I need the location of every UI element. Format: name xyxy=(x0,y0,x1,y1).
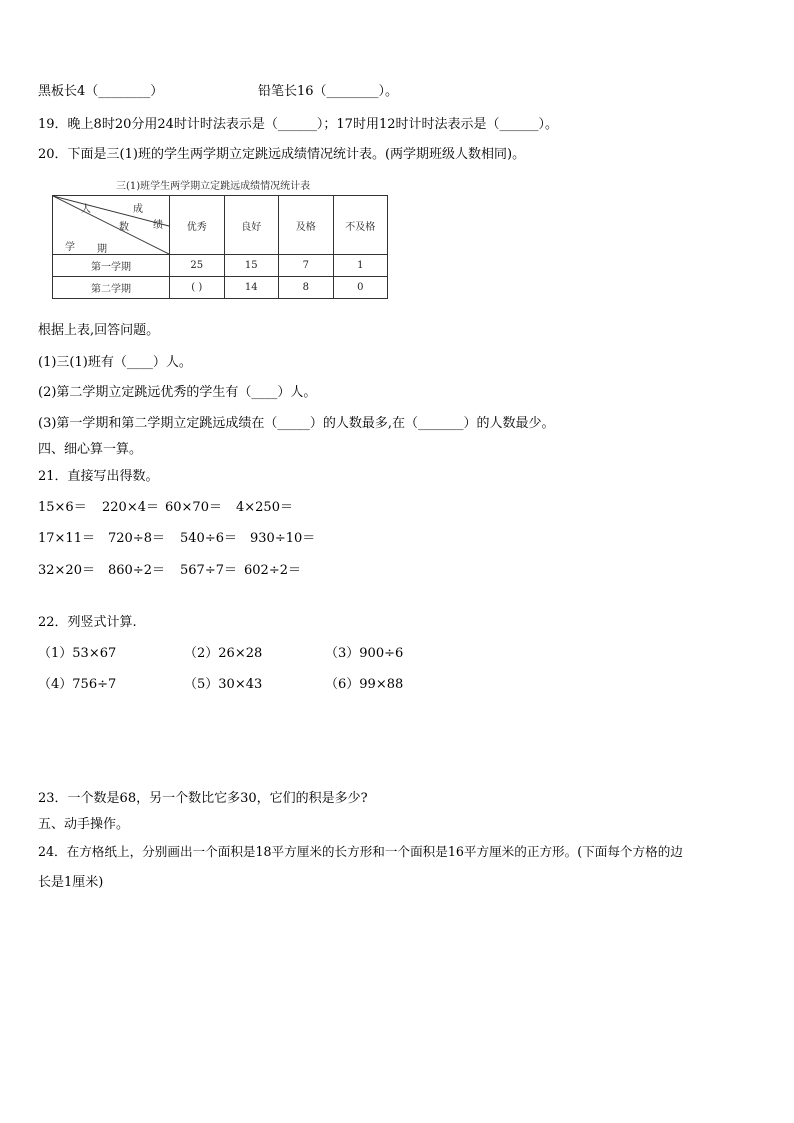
row-label: 第一学期 xyxy=(53,255,170,277)
table-cell: 15 xyxy=(224,255,279,277)
question-20-part-3: (3)第一学期和第二学期立定跳远成绩在（_____）的人数最多,在（_______）的人数最少。 xyxy=(38,416,555,431)
table-cell: 8 xyxy=(279,277,333,299)
header-good: 良好 xyxy=(224,196,279,255)
table-cell: 0 xyxy=(333,277,388,299)
math-item: 17×11＝ xyxy=(38,531,95,546)
corner-label-qi: 期 xyxy=(97,244,107,255)
math-item: 720÷8＝ xyxy=(108,531,165,546)
math-item: 60×70＝ xyxy=(165,500,222,515)
question-22: 22．列竖式计算. xyxy=(38,615,137,630)
corner-label-shu: 数 xyxy=(119,222,129,233)
math-item: 540÷6＝ xyxy=(180,531,237,546)
math-item: 15×6＝ xyxy=(38,500,87,515)
table-cell: 7 xyxy=(279,255,333,277)
math-item: 567÷7＝ xyxy=(180,563,237,578)
question-23: 23．一个数是68，另一个数比它多30，它们的积是多少? xyxy=(38,791,368,806)
table-caption: 三(1)班学生两学期立定跳远成绩情况统计表 xyxy=(116,181,311,192)
question-19: 19．晚上8时20分用24时计时法表示是（______）；17时用12时计时法表示是（______）。 xyxy=(38,117,558,132)
math-item: 930÷10＝ xyxy=(250,531,316,546)
corner-header-cell xyxy=(53,196,170,255)
header-pass: 及格 xyxy=(279,196,333,255)
calc-item: （6）99×88 xyxy=(325,677,404,692)
math-item: 860÷2＝ xyxy=(108,563,165,578)
math-item: 4×250＝ xyxy=(236,500,293,515)
table-row xyxy=(53,277,388,299)
question-24-line-1: 24．在方格纸上，分别画出一个面积是18平方厘米的长方形和一个面积是16平方厘米的正方形。(下面每个方格的边 xyxy=(38,844,683,859)
row-label: 第二学期 xyxy=(53,277,170,299)
header-fail: 不及格 xyxy=(333,196,388,255)
question-20: 20．下面是三(1)班的学生两学期立定跳远成绩情况统计表。(两学期班级人数相同)。 xyxy=(38,147,526,162)
table-cell: ( ) xyxy=(170,277,225,299)
question-24-line-2: 长是1厘米) xyxy=(38,875,104,890)
corner-label-cheng: 成 xyxy=(133,204,143,215)
jump-stats-table-figure xyxy=(52,181,392,303)
mental-math-row xyxy=(38,531,315,547)
question-20-part-1: (1)三(1)班有（____）人。 xyxy=(38,355,192,370)
table-cell: 14 xyxy=(224,277,279,299)
table-cell: 25 xyxy=(170,255,225,277)
section-4-heading: 四、细心算一算。 xyxy=(38,442,143,457)
calc-item: （1）53×67 xyxy=(38,646,117,661)
header-excellent: 优秀 xyxy=(170,196,225,255)
jump-stats-table xyxy=(52,195,388,299)
vertical-calc-row xyxy=(38,677,403,693)
table-row xyxy=(53,255,388,277)
table-cell: 1 xyxy=(333,255,388,277)
corner-label-ren: 人 xyxy=(81,204,91,215)
math-item: 220×4＝ xyxy=(102,500,159,515)
corner-label-ji: 绩 xyxy=(153,220,163,231)
calc-item: （2）26×28 xyxy=(184,646,263,661)
math-item: 32×20＝ xyxy=(38,563,95,578)
mental-math-row xyxy=(38,500,293,516)
calc-item: （5）30×43 xyxy=(184,677,263,692)
question-21: 21．直接写出得数。 xyxy=(38,469,159,484)
corner-label-xue: 学 xyxy=(65,242,75,253)
mental-math-row xyxy=(38,563,301,579)
question-20-part-2: (2)第二学期立定跳远优秀的学生有（____）人。 xyxy=(38,385,317,400)
math-item: 602÷2＝ xyxy=(244,563,301,578)
question-20-intro: 根据上表,回答问题。 xyxy=(38,323,160,338)
vertical-calc-row xyxy=(38,646,403,662)
pencil-length-question: 铅笔长16（________）。 xyxy=(258,84,399,99)
calc-item: （3）900÷6 xyxy=(325,646,404,661)
blackboard-length-question: 黑板长4（________） xyxy=(38,84,164,99)
section-5-heading: 五、动手操作。 xyxy=(38,817,130,832)
calc-item: （4）756÷7 xyxy=(38,677,117,692)
